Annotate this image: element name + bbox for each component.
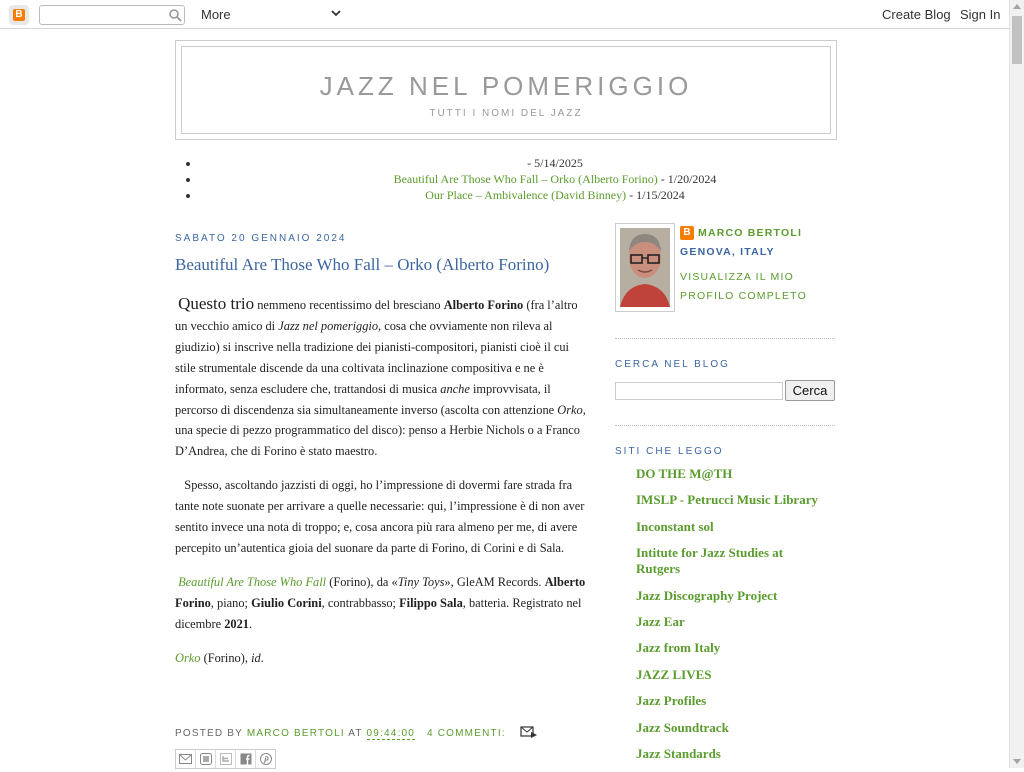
sign-in-link[interactable]: Sign In	[960, 7, 1001, 22]
create-blog-link[interactable]: Create Blog	[882, 7, 951, 22]
profile-info	[680, 224, 830, 306]
blog-header	[175, 40, 837, 140]
recent-post-link[interactable]: Our Place – Ambivalence (David Binney)	[425, 188, 627, 202]
twitter-icon[interactable]	[216, 750, 236, 768]
post-paragraph	[175, 572, 587, 635]
sidebar-link[interactable]: Inconstant sol	[636, 518, 714, 534]
text: (Forino), da «	[326, 574, 398, 589]
posted-by-label: POSTED BY	[175, 728, 247, 740]
links-widget-title: SITI CHE LEGGO	[615, 446, 724, 457]
view-profile-link[interactable]: VISUALIZZA IL MIO PROFILO COMPLETO	[680, 271, 807, 302]
text: , cosa che ovviamente non rileva al giudizio) si inscrive nella tradizione dei pianisti-compositori, pianisti cioè il cui stile strumentale discende da una coltivata inclinazione compositiva e ne è informato, senza escludere che, trattandosi di musica	[175, 318, 569, 396]
post-body	[175, 294, 587, 682]
recent-post-link[interactable]: Beautiful Are Those Who Fall – Orko (Alberto Forino)	[393, 172, 658, 186]
search-button[interactable]: Cerca	[785, 380, 835, 401]
sidebar-link[interactable]: Jazz Soundtrack	[636, 719, 729, 735]
text: , contrabbasso;	[321, 595, 400, 610]
text: (fra l’altro un vecchio amico di	[175, 298, 578, 333]
text: , batteria. Registrato nel dicembre	[175, 595, 582, 631]
blog-title[interactable]: JAZZ NEL POMERIGGIO	[319, 71, 693, 101]
author-link[interactable]: MARCO BERTOLI	[246, 728, 345, 740]
text: Spesso, ascoltando jazzisti di oggi, ho l’impressione di dovermi fare strada fra tante note suonate per arrivare a quelle necessarie: qui, l’impressione è di non aver sentito invece una nota di troppo; e, cosa ancora più rara almeno per me, di avere percepito un’autentica gioia del suonare da parte di Forino, di Corini e di Sala.	[175, 478, 585, 555]
lead-text: Questo trio	[178, 294, 255, 313]
italic-text: Jazz nel pomeriggio	[278, 318, 379, 333]
text: .	[260, 650, 264, 665]
post-paragraph	[175, 294, 587, 462]
scroll-down-arrow-icon[interactable]	[1013, 759, 1021, 764]
italic-text: Tiny Toys	[397, 574, 445, 589]
sidebar-link[interactable]: Jazz Ear	[636, 613, 685, 629]
scroll-up-arrow-icon[interactable]	[1013, 4, 1021, 9]
bold-text: Filippo Sala	[399, 595, 463, 610]
profile-name-link[interactable]: MARCO BERTOLI	[698, 227, 803, 239]
recent-posts-list	[175, 155, 910, 203]
search-icon[interactable]	[164, 5, 186, 25]
italic-text: Orko	[557, 402, 583, 417]
italic-text: anche	[440, 381, 470, 396]
text: , una specie di pezzo programmatico del disco): penso a Herbie Nichols o a Franco D’Andrea, che di Forino è stato maestro.	[175, 402, 586, 459]
sidebar-link[interactable]: DO THE M@TH	[636, 466, 733, 481]
blogger-logo-icon[interactable]: B	[9, 5, 29, 25]
blogger-badge-icon: B	[680, 226, 694, 240]
list-item	[200, 171, 910, 187]
track-link[interactable]: Beautiful Are Those Who Fall	[178, 574, 327, 589]
sidebar-link[interactable]: Intitute for Jazz Studies at Rutgers	[636, 545, 784, 577]
vertical-scrollbar[interactable]	[1009, 0, 1024, 768]
recent-post-date: - 1/20/2024	[657, 172, 717, 186]
list-item	[200, 155, 910, 171]
pinterest-icon[interactable]	[256, 750, 275, 768]
text: , piano;	[210, 595, 252, 610]
recent-post-date: - 1/15/2024	[626, 188, 685, 202]
sidebar-link[interactable]: Jazz from Italy	[636, 640, 721, 656]
timestamp-link[interactable]: 09:44:00	[366, 728, 416, 740]
post-footer	[175, 726, 595, 741]
text: nemmeno recentissimo del bresciano	[254, 298, 444, 312]
italic-text: id	[251, 650, 261, 665]
comments-link[interactable]: 4 COMMENTI:	[427, 728, 506, 740]
blogthis-icon[interactable]	[196, 750, 216, 768]
search-widget-title: CERCA NEL BLOG	[615, 359, 730, 370]
sidebar-link[interactable]: Jazz Discography Project	[636, 587, 778, 603]
blog-search-input[interactable]	[615, 382, 783, 400]
text: improvvisata, il percorso di discendenza sia simultaneamente inverso (ascolta con attenzione	[175, 381, 558, 417]
bold-text: Alberto Forino	[175, 574, 586, 610]
post-title[interactable]: Beautiful Are Those Who Fall – Orko (Alberto Forino)	[175, 255, 550, 274]
post-paragraph	[175, 648, 587, 669]
at-label: AT	[344, 728, 367, 740]
blog-description: TUTTI I NOMI DEL JAZZ	[429, 108, 583, 119]
sidebar-link[interactable]: Jazz Standards	[636, 745, 721, 761]
text: (Forino),	[200, 650, 252, 665]
bold-text: Alberto Forino	[443, 298, 524, 312]
post-date-header: SABATO 20 GENNAIO 2024	[175, 233, 347, 244]
email-icon[interactable]	[176, 750, 196, 768]
list-item	[200, 187, 910, 203]
sidebar-link[interactable]: IMSLP - Petrucci Music Library	[636, 492, 818, 508]
blog-header-inner	[181, 46, 831, 134]
bold-text: 2021	[224, 616, 249, 631]
profile-location: GENOVA, ITALY	[680, 246, 775, 258]
profile-photo	[620, 228, 670, 307]
sidebar-divider	[615, 425, 835, 426]
post-paragraph	[175, 475, 587, 559]
blogger-navbar	[0, 0, 1009, 29]
share-buttons	[175, 749, 276, 769]
sidebar-divider	[615, 338, 835, 339]
track-link[interactable]: Orko	[175, 650, 201, 665]
recent-post-date: - 5/14/2025	[527, 156, 583, 170]
blog-links-list	[636, 466, 826, 772]
chevron-down-icon[interactable]	[330, 6, 342, 20]
sidebar-link[interactable]: JAZZ LIVES	[636, 666, 712, 682]
scroll-thumb[interactable]	[1012, 16, 1022, 64]
text: .	[248, 616, 253, 631]
email-post-icon[interactable]	[520, 726, 538, 741]
text: », GleAM Records.	[444, 574, 545, 589]
facebook-icon[interactable]	[236, 750, 256, 768]
bold-text: Giulio Corini	[251, 595, 322, 610]
more-menu[interactable]: More	[201, 7, 231, 22]
avatar[interactable]	[615, 223, 675, 312]
sidebar-link[interactable]: Jazz Profiles	[636, 693, 707, 709]
